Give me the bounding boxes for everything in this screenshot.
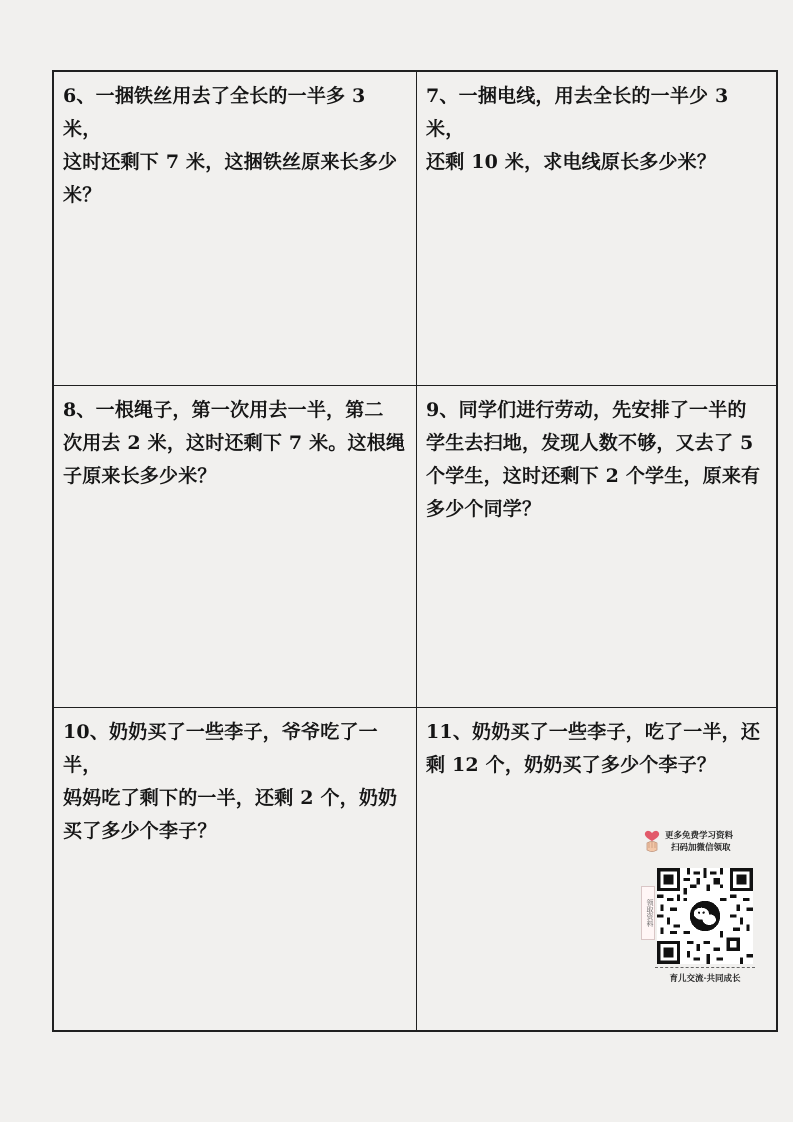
promo-box <box>637 828 759 990</box>
question-cell-7 <box>417 72 778 386</box>
promo-side-tag: 领取资料 <box>641 886 655 940</box>
promo-header <box>637 828 759 858</box>
wechat-qr-icon[interactable] <box>657 868 753 964</box>
heart-hand-icon <box>643 830 661 854</box>
promo-line-2: 扫码加微信领取 <box>671 843 731 853</box>
question-9-text: 9、同学们进行劳动，先安排了一半的 学生去扫地，发现人数不够，又去了 5 个学生，这时还剩下 2 个学生，原来有 多少个同学？ <box>426 399 761 520</box>
question-6-text: 6、一捆铁丝用去了全长的一半多 3 米， 这时还剩下 7 米，这捆铁丝原来长多少 米？ <box>63 85 398 206</box>
question-10-text: 10、奶奶买了一些李子，爷爷吃了一半， 妈妈吃了剩下的一半，还剩 2 个，奶奶 买了多少个李子？ <box>63 721 398 842</box>
question-cell-9 <box>417 386 778 708</box>
question-cell-10 <box>54 708 417 1030</box>
promo-line-1: 更多免费学习资料 <box>665 831 734 841</box>
question-cell-8 <box>54 386 417 708</box>
question-11-text: 11、奶奶买了一些李子，吃了一半，还 剩 12 个，奶奶买了多少个李子？ <box>426 721 761 776</box>
promo-footer: 育儿交流·共同成长 <box>669 974 741 984</box>
question-cell-6 <box>54 72 417 386</box>
question-8-text: 8、一根绳子，第一次用去一半，第二 次用去 2 米，这时还剩下 7 米。这根绳 子原来长多少米？ <box>63 399 406 487</box>
promo-divider <box>655 967 755 968</box>
question-7-text: 7、一捆电线，用去全长的一半少 3 米， 还剩 10 米，求电线原长多少米？ <box>426 85 729 173</box>
